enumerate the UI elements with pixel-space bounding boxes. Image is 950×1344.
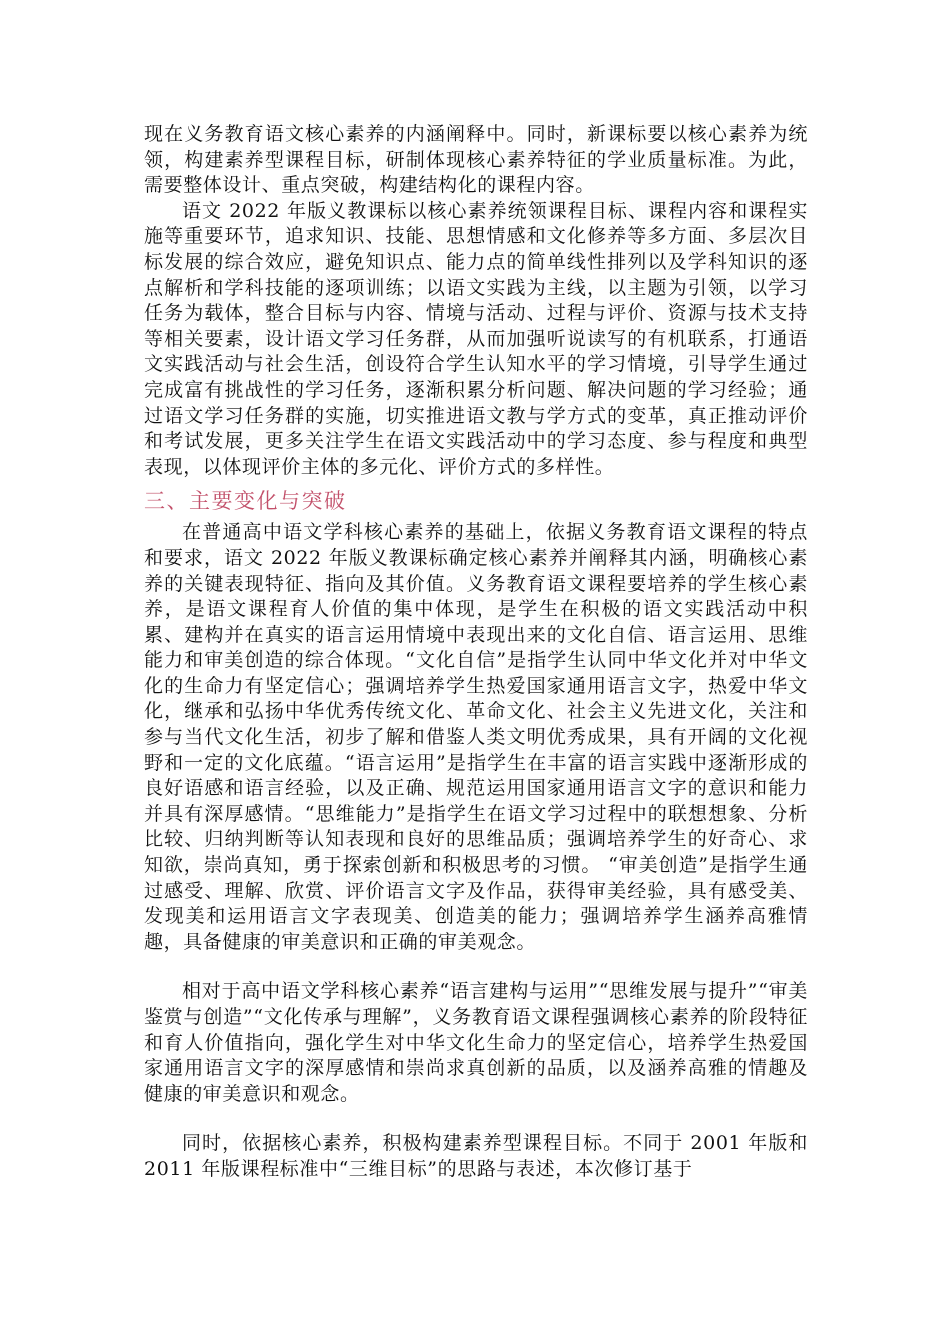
paragraph-comparison: 相对于高中语文学科核心素养“语言建构与运用”“思维发展与提升”“审美鉴赏与创造”“文化传承与理解”，义务教育语文课程强调核心素养的阶段特征和育人价值指向，强化学生对中华文化生命力的坚定信心，培养学生热爱国家通用语言文字的深厚感情和崇尚求真创新的品质，以及涵养高雅的情趣及健康的审美意识和观念。 [144,980,808,1105]
section-heading: 三、主要变化与突破 [144,489,347,514]
document-page [144,122,808,1183]
paragraph-spacer [144,1107,808,1131]
paragraph-curriculum-standards: 语文 2022 年版义教课标以核心素养统领课程目标、课程内容和课程实施等重要环节，追求知识、技能、思想情感和文化修养等多方面、多层次目标发展的综合效应，避免知识点、能力点的简单线性排列以及学科知识的逐点解析和学科技能的逐项训练；以语文实践为主线，以主题为引领，以学习任务为载体，整合目标与内容、情境与活动、过程与评价、资源与技术支持等相关要素，设计语文学习任务群，从而加强听说读写的有机联系，打通语文实践活动与社会生活，创设符合学生认知水平的学习情境，引导学生通过完成富有挑战性的学习任务，逐渐积累分析问题、解决问题的学习经验；通过语文学习任务群的实施，切实推进语文教与学方式的变革，真正推动评价和考试发展，更多关注学生在语文实践活动中的学习态度、参与程度和典型表现，以体现评价主体的多元化、评价方式的多样性。 [144,199,808,478]
paragraph-core-literacy: 在普通高中语文学科核心素养的基础上，依据义务教育语文课程的特点和要求，语文 2022 年版义教课标确定核心素养并阐释其内涵，明确核心素养的关键表现特征、指向及其价值。义务教育语文课程要培养的学生核心素养，是语文课程育人价值的集中体现，是学生在积极的语文实践活动中积累、建构并在真实的语言运用情境中表现出来的文化自信、语言运用、思维能力和审美创造的综合体现。“文化自信”是指学生认同中华文化并对中华文化的生命力有坚定信心；强调培养学生热爱国家通用语言文字，热爱中华文化，继承和弘扬中华优秀传统文化、革命文化、社会主义先进文化，关注和参与当代文化生活，初步了解和借鉴人类文明优秀成果，具有开阔的文化视野和一定的文化底蕴。“语言运用”是指学生在丰富的语言实践中逐渐形成的良好语感和语言经验，以及正确、规范运用国家通用语言文字的意识和能力并具有深厚感情。“思维能力”是指学生在语文学习过程中的联想想象、分析比较、归纳判断等认知表现和良好的思维品质；强调培养学生的好奇心、求知欲，崇尚真知，勇于探索创新和积极思考的习惯。 “审美创造”是指学生通过感受、理解、欣赏、评价语言文字及作品，获得审美经验，具有感受美、发现美和运用语言文字表现美、创造美的能力；强调培养学生涵养高雅情趣，具备健康的审美意识和正确的审美观念。 [144,521,808,953]
paragraph-spacer [144,955,808,979]
paragraph-continuation: 现在义务教育语文核心素养的内涵阐释中。同时，新课标要以核心素养为统领，构建素养型课程目标，研制体现核心素养特征的学业质量标准。为此，需要整体设计、重点突破，构建结构化的课程内容。 [144,123,808,197]
paragraph-course-goals: 同时，依据核心素养，积极构建素养型课程目标。不同于 2001 年版和 2011 年版课程标准中“三维目标”的思路与表述，本次修订基于 [144,1132,808,1180]
